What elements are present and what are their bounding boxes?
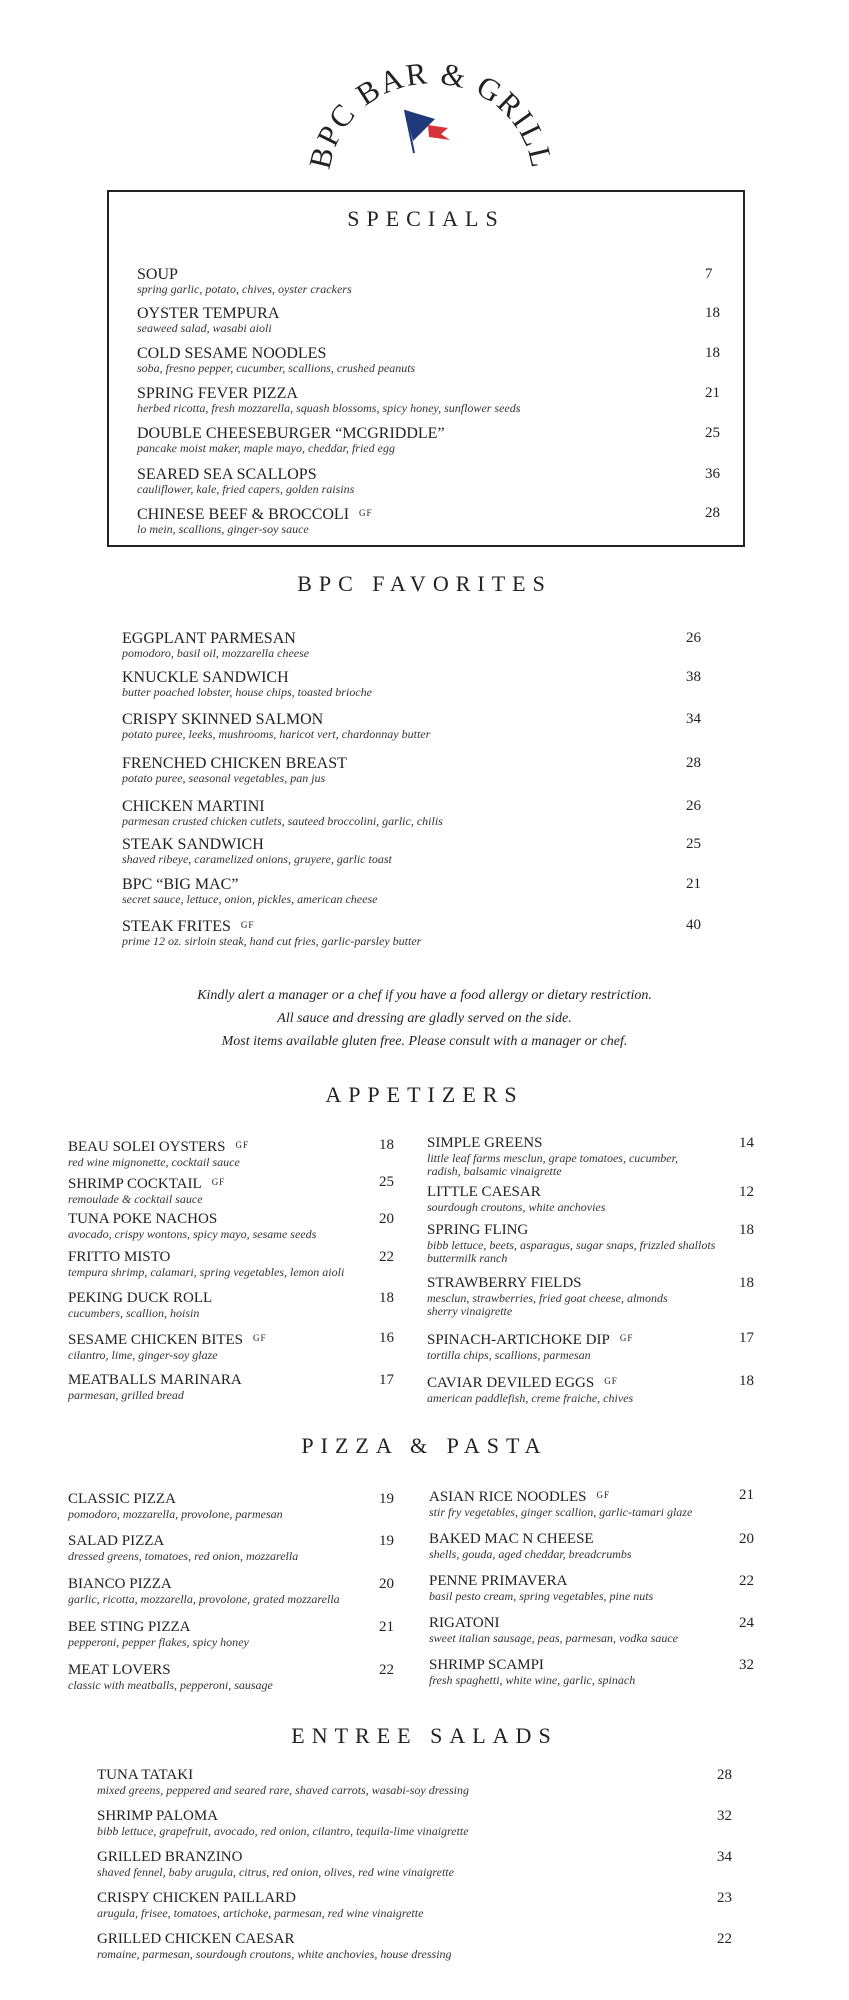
menu-item bbox=[68, 1372, 394, 1402]
menu-item-name: PEKING DUCK ROLL bbox=[68, 1290, 213, 1306]
menu-item-description: red wine mignonette, cocktail sauce bbox=[68, 1155, 240, 1169]
menu-item bbox=[122, 669, 701, 699]
menu-item-description: american paddlefish, creme fraiche, chives bbox=[427, 1391, 634, 1405]
menu-item-name: SPRING FEVER PIZZA bbox=[137, 385, 298, 402]
menu-item-name: FRENCHED CHICKEN BREAST bbox=[122, 755, 347, 772]
specials-title: SPECIALS bbox=[347, 206, 505, 231]
menu-item-description: remoulade & cocktail sauce bbox=[68, 1192, 203, 1206]
menu-item-name: SHRIMP PALOMA bbox=[97, 1808, 219, 1824]
menu-item-price: 18 bbox=[739, 1222, 754, 1238]
menu-item bbox=[137, 266, 713, 296]
menu-item-description: sweet italian sausage, peas, parmesan, vodka sauce bbox=[429, 1631, 678, 1645]
menu-item-price: 32 bbox=[717, 1808, 732, 1824]
menu-item-description: romaine, parmesan, sourdough croutons, white anchovies, house dressing bbox=[97, 1947, 452, 1961]
menu-item-price: 21 bbox=[686, 876, 701, 892]
menu-item bbox=[97, 1849, 732, 1879]
note-line: Kindly alert a manager or a chef if you have a food allergy or dietary restriction. bbox=[197, 988, 652, 1003]
menu-item-description: classic with meatballs, pepperoni, sausage bbox=[68, 1678, 273, 1692]
menu-item bbox=[137, 505, 720, 536]
menu-item-price: 32 bbox=[739, 1657, 754, 1673]
menu-item-price: 28 bbox=[686, 755, 701, 771]
menu-item-price: 18 bbox=[705, 345, 720, 361]
menu-item-description: sherry vinaigrette bbox=[427, 1304, 513, 1318]
menu-item bbox=[427, 1373, 754, 1405]
menu-item bbox=[429, 1531, 754, 1561]
menu-item-description: shaved fennel, baby arugula, citrus, red onion, olives, red wine vinaigrette bbox=[97, 1865, 454, 1879]
menu-item-price: 25 bbox=[686, 836, 701, 852]
menu-item-name: CRISPY SKINNED SALMON bbox=[122, 711, 324, 728]
menu-item-description: bibb lettuce, beets, asparagus, sugar snaps, frizzled shallots bbox=[427, 1238, 716, 1252]
menu-item-description: mesclun, strawberries, fried goat cheese, almonds bbox=[427, 1291, 668, 1305]
menu-item-description: seaweed salad, wasabi aioli bbox=[137, 321, 272, 335]
menu-item-description: stir fry vegetables, ginger scallion, garlic-tamari glaze bbox=[429, 1505, 693, 1519]
menu-item-description: tortilla chips, scallions, parmesan bbox=[427, 1348, 591, 1362]
menu-item bbox=[137, 305, 720, 335]
menu-item-name: GRILLED CHICKEN CAESAR bbox=[97, 1931, 295, 1947]
menu-item-description: avocado, crispy wontons, spicy mayo, sesame seeds bbox=[68, 1227, 317, 1241]
menu-item-name: BEAU SOLEI OYSTERS $^{GF}$ bbox=[68, 1139, 250, 1155]
menu-item-price: 14 bbox=[739, 1135, 754, 1151]
menu-item bbox=[68, 1619, 394, 1649]
menu-item-price: 28 bbox=[705, 505, 720, 521]
menu-item-name: SHRIMP SCAMPI bbox=[429, 1657, 544, 1673]
menu-item-price: 18 bbox=[705, 305, 720, 321]
menu-item bbox=[68, 1330, 394, 1362]
menu-item bbox=[137, 385, 720, 415]
menu-item-price: 22 bbox=[739, 1573, 754, 1589]
menu-item-name: COLD SESAME NOODLES bbox=[137, 345, 327, 362]
menu-item-description: cilantro, lime, ginger-soy glaze bbox=[68, 1348, 218, 1362]
menu-item-price: 18 bbox=[739, 1275, 754, 1291]
menu-item-description: herbed ricotta, fresh mozzarella, squash blossoms, spicy honey, sunflower seeds bbox=[137, 401, 521, 415]
menu-item bbox=[68, 1290, 394, 1320]
menu-item bbox=[427, 1330, 754, 1362]
menu-item-name: BPC “BIG MAC” bbox=[122, 876, 239, 893]
menu-item-description: basil pesto cream, spring vegetables, pine nuts bbox=[429, 1589, 654, 1603]
menu-item-description: pancake moist maker, maple mayo, cheddar, fried egg bbox=[137, 441, 395, 455]
menu-item-price: 19 bbox=[379, 1533, 394, 1549]
menu-item bbox=[97, 1931, 732, 1961]
menu-item bbox=[137, 425, 720, 455]
menu-item-name: STRAWBERRY FIELDS bbox=[427, 1275, 582, 1291]
menu-item bbox=[122, 798, 701, 828]
menu-item-name: CRISPY CHICKEN PAILLARD bbox=[97, 1890, 296, 1906]
menu-item-name: STEAK SANDWICH bbox=[122, 836, 264, 853]
menu-item bbox=[122, 755, 701, 785]
menu-item-description: sourdough croutons, white anchovies bbox=[427, 1200, 606, 1214]
logo-text: BPC BAR & GRILL bbox=[301, 55, 560, 172]
menu-item-description: fresh spaghetti, white wine, garlic, spinach bbox=[429, 1673, 636, 1687]
menu-item-description: spring garlic, potato, chives, oyster crackers bbox=[137, 282, 352, 296]
flag-icon bbox=[405, 110, 450, 153]
menu-item-description: garlic, ricotta, mozzarella, provolone, grated mozzarella bbox=[68, 1592, 340, 1606]
gluten-free-badge: GF bbox=[253, 1333, 267, 1343]
menu-item-name: EGGPLANT PARMESAN bbox=[122, 630, 296, 647]
menu-item-description: butter poached lobster, house chips, toasted brioche bbox=[122, 685, 372, 699]
menu-item-name: STEAK FRITES GF bbox=[122, 918, 255, 935]
menu-item-price: 17 bbox=[739, 1330, 754, 1346]
note-line: Most items available gluten free. Please consult with a manager or chef. bbox=[221, 1034, 628, 1049]
menu-item-price: 21 bbox=[705, 385, 720, 401]
menu-item bbox=[68, 1174, 394, 1206]
gluten-free-badge: GF bbox=[240, 920, 255, 930]
appetizers-title: APPETIZERS bbox=[325, 1082, 524, 1107]
menu-item-price: 20 bbox=[739, 1531, 754, 1547]
menu-item-price: 34 bbox=[717, 1849, 732, 1865]
menu-item bbox=[68, 1211, 394, 1241]
menu-item-name: KNUCKLE SANDWICH bbox=[122, 669, 289, 686]
menu-item-description: potato puree, leeks, mushrooms, haricot vert, chardonnay butter bbox=[122, 727, 431, 741]
menu-item bbox=[427, 1275, 754, 1318]
menu-item bbox=[137, 466, 720, 496]
menu-item bbox=[68, 1533, 394, 1563]
logo bbox=[300, 40, 560, 180]
menu-item-price: 19 bbox=[379, 1491, 394, 1507]
menu-item bbox=[122, 711, 701, 741]
menu-item-price: 7 bbox=[705, 266, 713, 282]
menu-item-price: 18 bbox=[739, 1373, 754, 1389]
menu-item-name: CHINESE BEEF & BROCCOLI GF bbox=[137, 506, 373, 523]
menu-item-name: SOUP bbox=[137, 266, 178, 283]
menu-item-name: TUNA POKE NACHOS bbox=[68, 1211, 218, 1227]
menu-item-price: 20 bbox=[379, 1211, 394, 1227]
menu-item-price: 12 bbox=[739, 1184, 754, 1200]
menu-item-price: 24 bbox=[739, 1615, 754, 1631]
note-line: All sauce and dressing are gladly served on the side. bbox=[277, 1011, 572, 1026]
menu-item-name: SIMPLE GREENS bbox=[427, 1135, 543, 1151]
menu-item-name: ASIAN RICE NOODLES $^{GF}$ bbox=[429, 1489, 611, 1505]
entree-salads-title: ENTREE SALADS bbox=[291, 1723, 558, 1748]
menu-item-price: 23 bbox=[717, 1890, 732, 1906]
menu-item-price: 21 bbox=[379, 1619, 394, 1635]
menu-item-description: lo mein, scallions, ginger-soy sauce bbox=[137, 522, 309, 536]
menu-item-description: parmesan crusted chicken cutlets, sauteed broccolini, garlic, chilis bbox=[122, 814, 443, 828]
menu-item-description: cauliflower, kale, fried capers, golden raisins bbox=[137, 482, 355, 496]
logo-graphic bbox=[300, 40, 560, 180]
menu-item-description: dressed greens, tomatoes, red onion, mozzarella bbox=[68, 1549, 299, 1563]
menu-item-name: SPRING FLING bbox=[427, 1222, 529, 1238]
menu-item bbox=[122, 630, 701, 660]
menu-item bbox=[68, 1662, 394, 1692]
menu-item bbox=[427, 1135, 754, 1178]
menu-item-name: BIANCO PIZZA bbox=[68, 1576, 172, 1592]
menu-item-price: 18 bbox=[379, 1290, 394, 1306]
menu-item bbox=[429, 1657, 754, 1687]
menu-item-name: TUNA TATAKI bbox=[97, 1767, 194, 1783]
menu-item-price: 36 bbox=[705, 466, 720, 482]
menu-item-name: FRITTO MISTO bbox=[68, 1249, 171, 1265]
menu-item-description: pepperoni, pepper flakes, spicy honey bbox=[68, 1635, 249, 1649]
menu-item bbox=[429, 1615, 754, 1645]
menu-item-description: tempura shrimp, calamari, spring vegetables, lemon aioli bbox=[68, 1265, 345, 1279]
menu-item-name: SEARED SEA SCALLOPS bbox=[137, 466, 317, 483]
menu-item-name: PENNE PRIMAVERA bbox=[429, 1573, 568, 1589]
menu-item-description: bibb lettuce, grapefruit, avocado, red onion, cilantro, tequila-lime vinaigrette bbox=[97, 1824, 469, 1838]
specials-section bbox=[107, 190, 745, 547]
menu-item bbox=[97, 1767, 732, 1797]
menu-item-description: mixed greens, peppered and seared rare, shaved carrots, wasabi-soy dressing bbox=[97, 1783, 469, 1797]
menu-item bbox=[68, 1491, 394, 1521]
menu-item bbox=[429, 1487, 754, 1519]
menu-item bbox=[68, 1576, 394, 1606]
menu-item bbox=[427, 1184, 754, 1214]
menu-item-price: 38 bbox=[686, 669, 701, 685]
gluten-free-badge: GF bbox=[235, 1140, 250, 1150]
menu-item-name: CHICKEN MARTINI bbox=[122, 798, 265, 815]
menu-item-name: GRILLED BRANZINO bbox=[97, 1849, 243, 1865]
menu-item-description: cucumbers, scallion, hoisin bbox=[68, 1306, 200, 1320]
menu-item-description: arugula, frisee, tomatoes, artichoke, parmesan, red wine vinaigrette bbox=[97, 1906, 424, 1920]
menu-item-price: 26 bbox=[686, 630, 701, 646]
menu-item-price: 25 bbox=[705, 425, 720, 441]
menu-item bbox=[122, 917, 701, 948]
menu-item-price: 25 bbox=[379, 1174, 394, 1190]
menu-item-description: parmesan, grilled bread bbox=[68, 1388, 184, 1402]
menu-item-description: prime 12 oz. sirloin steak, hand cut fries, garlic-parsley butter bbox=[122, 934, 422, 948]
menu-item-price: 34 bbox=[686, 711, 701, 727]
menu-item-name: SALAD PIZZA bbox=[68, 1533, 165, 1549]
menu-item-name: LITTLE CAESAR bbox=[427, 1184, 541, 1200]
menu-item-description: soba, fresno pepper, cucumber, scallions, crushed peanuts bbox=[137, 361, 416, 375]
allergy-notes bbox=[0, 984, 849, 1053]
menu-item bbox=[68, 1137, 394, 1169]
menu-item-price: 20 bbox=[379, 1576, 394, 1592]
menu-item-name: MEATBALLS MARINARA bbox=[68, 1372, 242, 1388]
gluten-free-badge: GF bbox=[604, 1376, 618, 1386]
menu-item bbox=[68, 1249, 394, 1279]
menu-item-price: 17 bbox=[379, 1372, 394, 1388]
menu-item-price: 28 bbox=[717, 1767, 732, 1783]
menu-item-name: CAVIAR DEVILED EGGS $^{GF}$ bbox=[427, 1375, 618, 1391]
menu-item-name: BAKED MAC N CHEESE bbox=[429, 1531, 594, 1547]
menu-item-name: MEAT LOVERS bbox=[68, 1662, 171, 1678]
menu-item-name: OYSTER TEMPURA bbox=[137, 305, 280, 322]
gluten-free-badge: GF bbox=[596, 1490, 611, 1500]
menu-item-description: potato puree, seasonal vegetables, pan jus bbox=[122, 771, 326, 785]
menu-item-name: SHRIMP COCKTAIL $^{GF}$ bbox=[68, 1176, 226, 1192]
menu-item bbox=[429, 1573, 754, 1603]
menu-item-description: buttermilk ranch bbox=[427, 1251, 508, 1265]
gluten-free-badge: GF bbox=[211, 1177, 226, 1187]
menu-item-price: 16 bbox=[379, 1330, 394, 1346]
gluten-free-badge: GF bbox=[359, 508, 373, 518]
menu-item-name: CLASSIC PIZZA bbox=[68, 1491, 176, 1507]
menu-item-name: DOUBLE CHEESEBURGER “MCGRIDDLE” bbox=[137, 425, 445, 442]
menu-item-description: secret sauce, lettuce, onion, pickles, american cheese bbox=[122, 892, 378, 906]
menu-item-price: 22 bbox=[379, 1662, 394, 1678]
menu-item-name: SPINACH-ARTICHOKE DIP $^{GF}$ bbox=[427, 1332, 634, 1348]
menu-item-price: 40 bbox=[686, 917, 701, 933]
menu-item-price: 21 bbox=[739, 1487, 754, 1503]
menu-item-description: radish, balsamic vinaigrette bbox=[427, 1164, 562, 1178]
menu-item bbox=[137, 345, 720, 375]
pizza-pasta-title: PIZZA & PASTA bbox=[301, 1433, 548, 1458]
menu-item-description: shaved ribeye, caramelized onions, gruyere, garlic toast bbox=[122, 852, 392, 866]
favorites-title: BPC FAVORITES bbox=[297, 571, 552, 596]
menu-item-name: RIGATONI bbox=[429, 1615, 500, 1631]
gluten-free-badge: GF bbox=[619, 1333, 634, 1343]
menu-item-description: little leaf farms mesclun, grape tomatoes, cucumber, bbox=[427, 1151, 678, 1165]
menu-item-description: pomodoro, basil oil, mozzarella cheese bbox=[122, 646, 310, 660]
menu-item bbox=[427, 1222, 754, 1265]
menu-item bbox=[122, 836, 701, 866]
menu-item-name: BEE STING PIZZA bbox=[68, 1619, 191, 1635]
menu-item bbox=[97, 1808, 732, 1838]
menu-item-description: shells, gouda, aged cheddar, breadcrumbs bbox=[429, 1547, 632, 1561]
menu-item-price: 26 bbox=[686, 798, 701, 814]
menu-item-price: 22 bbox=[379, 1249, 394, 1265]
menu-item-name: SESAME CHICKEN BITES $^{GF}$ bbox=[68, 1332, 267, 1348]
menu-item-price: 22 bbox=[717, 1931, 732, 1947]
menu-item bbox=[97, 1890, 732, 1920]
menu-item bbox=[122, 876, 701, 906]
menu-item-price: 18 bbox=[379, 1137, 394, 1153]
menu-item-description: pomodoro, mozzarella, provolone, parmesan bbox=[68, 1507, 283, 1521]
